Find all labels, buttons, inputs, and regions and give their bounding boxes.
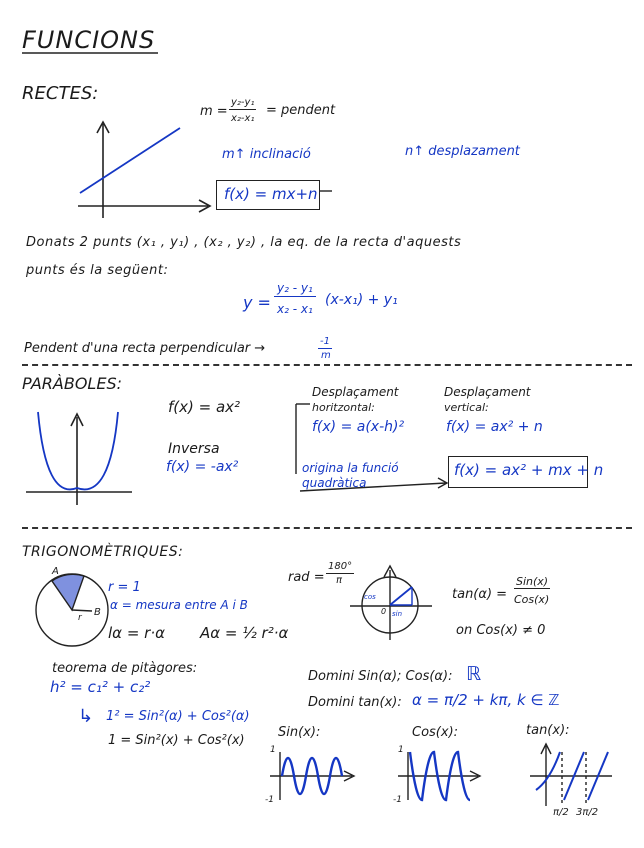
tan-numerator: Sin(x) — [516, 575, 549, 588]
cos-graph — [398, 752, 480, 800]
unit-radius — [390, 587, 412, 605]
rad-denominator: π — [336, 575, 343, 586]
two-point-eq-lhs: y = — [243, 293, 271, 312]
paraboles-heading: PARÀBOLES: — [22, 374, 122, 393]
desp-v-sub: vertical: — [444, 401, 489, 414]
cos-tick-minus1: -1 — [393, 795, 402, 805]
arc-length: lα = r·α — [108, 624, 165, 642]
parabola-graph — [26, 412, 132, 505]
perpendicular-numerator: -1 — [320, 336, 330, 347]
r-equals-1: r = 1 — [108, 580, 141, 595]
quadratic-formula: f(x) = ax² + mx + n — [454, 461, 604, 479]
tan-definition-lhs: tan(α) = — [452, 587, 508, 602]
circle-cos-label: cos — [364, 593, 376, 601]
sector-radius-b — [72, 610, 92, 611]
circle-origin: 0 — [381, 607, 387, 616]
domain-tan-text: Domini tan(x): — [308, 695, 402, 710]
separator-2 — [22, 527, 632, 529]
cos-tick-1: 1 — [398, 745, 404, 755]
pythagoras-line-2: 1² = Sin²(α) + Cos²(α) — [106, 709, 250, 724]
sin-graph — [270, 752, 354, 800]
tan-denominator: Cos(x) — [514, 593, 550, 606]
m-inclination: m↑ inclinació — [222, 147, 311, 162]
rad-numerator: 180° — [328, 561, 353, 572]
pendent-label: = pendent — [266, 103, 336, 118]
tan-condition: on Cos(x) ≠ 0 — [456, 623, 546, 638]
inversa-label: Inversa — [168, 441, 220, 457]
line-graph — [78, 122, 210, 218]
tan-graph — [530, 744, 612, 806]
pendent-lhs: m = — [200, 104, 228, 119]
sin-tick-1: 1 — [270, 745, 276, 755]
rad-lhs: rad = — [288, 570, 325, 585]
two-points-text-1: Donats 2 punts (x₁ , y₁) , (x₂ , y₂) , la eq. de la recta d'aquests — [26, 235, 462, 250]
cos-graph-label: Cos(x): — [412, 725, 459, 740]
parabola-curve — [38, 412, 118, 489]
two-point-eq-numerator: y₂ - y₁ — [274, 282, 316, 297]
two-point-eq-denominator: x₂ - x₁ — [277, 302, 313, 316]
tan-tick-3pi-half: 3π/2 — [576, 807, 599, 818]
line-formula: f(x) = mx+n — [224, 185, 318, 203]
pendent-denominator: x₂-x₁ — [231, 113, 255, 124]
circle-sin-label: sin — [392, 610, 403, 618]
desp-h-title: Desplaçament — [312, 385, 399, 399]
origina-text-1: origina la funció — [302, 461, 399, 475]
tan-tick-pi-half: π/2 — [553, 807, 569, 818]
parabola-base: f(x) = ax² — [168, 398, 241, 416]
sector-area: Aα = ½ r²·α — [200, 624, 289, 642]
domain-sin-cos-value: ℝ — [466, 663, 482, 685]
pythagoras-title: teorema de pitàgores: — [52, 661, 198, 676]
n-displacement: n↑ desplazament — [405, 144, 520, 159]
desp-h-sub: horitzontal: — [312, 401, 375, 414]
unit-circle — [350, 566, 432, 640]
radius-mark: r — [78, 613, 82, 623]
tan-branch-1 — [536, 752, 560, 790]
pythagoras-line-3: 1 = Sin²(x) + Cos²(x) — [108, 733, 245, 748]
alpha-definition: α = mesura entre A i B — [110, 598, 248, 612]
point-a: A — [52, 566, 59, 577]
domain-sin-cos-text: Domini Sin(α); Cos(α): — [308, 669, 453, 684]
pendent-numerator: y₂-y₁ — [231, 97, 255, 108]
desp-v-formula: f(x) = ax² + n — [446, 419, 543, 435]
trig-heading: TRIGONOMÈTRIQUES: — [22, 544, 184, 560]
separator-1 — [22, 364, 632, 366]
sin-tick-minus1: -1 — [265, 795, 274, 805]
pythagoras-arrow: ↳ — [78, 706, 94, 727]
point-b: B — [94, 607, 101, 618]
page-title: FUNCIONS — [22, 26, 156, 54]
tan-graph-label: tan(x): — [526, 723, 570, 738]
inversa-formula: f(x) = -ax² — [166, 459, 239, 475]
line-plot — [80, 128, 180, 193]
origina-text-2: quadràtica — [302, 476, 367, 490]
desp-v-title: Desplaçament — [444, 385, 531, 399]
two-point-eq-rhs: (x-x₁) + y₁ — [325, 292, 398, 308]
pythagoras-formula: h² = c₁² + c₂² — [50, 678, 151, 696]
sector — [52, 574, 84, 610]
sin-graph-label: Sin(x): — [278, 725, 321, 740]
desp-h-formula: f(x) = a(x-h)² — [312, 419, 405, 435]
domain-tan-value: α = π/2 + kπ, k ∈ ℤ — [412, 691, 560, 709]
two-points-text-2: punts és la següent: — [26, 263, 169, 278]
perpendicular-text: Pendent d'una recta perpendicular → — [24, 341, 266, 356]
rectes-heading: RECTES: — [22, 83, 99, 104]
perpendicular-denominator: m — [321, 350, 331, 361]
